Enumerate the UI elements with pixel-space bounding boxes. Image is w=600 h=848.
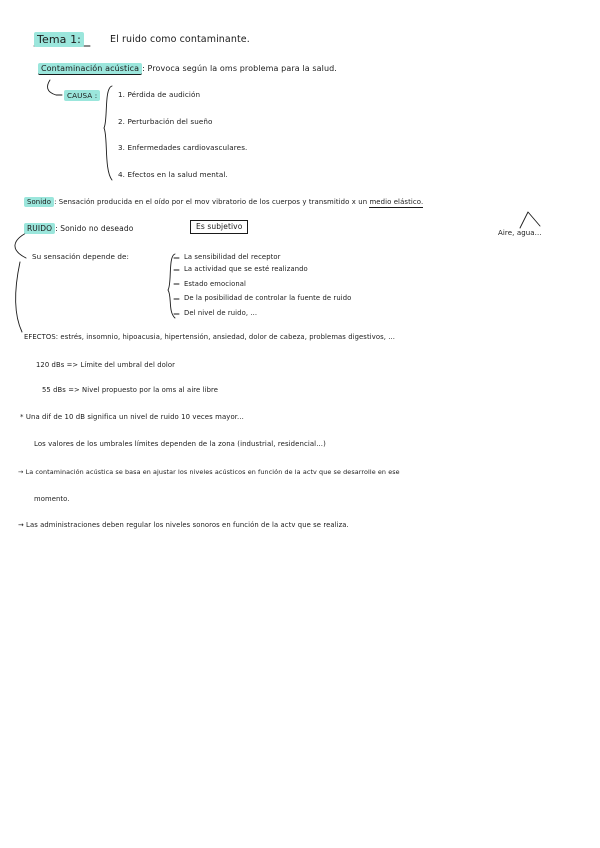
ruido-boxed <box>190 223 248 231</box>
tema-text: Tema 1: <box>34 32 84 47</box>
sensacion-brace <box>168 254 175 318</box>
ruido-text: : Sonido no deseado <box>55 224 134 233</box>
contaminacion-label: Contaminación acústica <box>38 63 142 75</box>
sensacion-item-2: La actividad que se esté realizando <box>184 265 308 273</box>
sonido-line <box>24 199 423 206</box>
sensacion-item-1: La sensibilidad del receptor <box>184 253 281 261</box>
causa-item-2: 2. Perturbación del sueño <box>118 117 213 126</box>
tema-label <box>34 34 84 45</box>
sonido-label: Sonido <box>24 197 54 207</box>
contaminacion-line <box>38 65 337 73</box>
db-line-120: 120 dBs => Límite del umbral del dolor <box>36 361 176 369</box>
sensacion-item-4: De la posibilidad de controlar la fuente de ruido <box>184 294 352 302</box>
ruido-loop <box>15 232 28 258</box>
contaminacion-text: : Provoca según la oms problema para la salud. <box>142 64 337 73</box>
db-line-55: 55 dBs => Nivel propuesto por la oms al aire libre <box>42 386 219 394</box>
sensacion-item-3: Estado emocional <box>184 280 247 288</box>
medio-elastico: medio elástico. <box>369 198 424 206</box>
causa-item-1: 1. Pérdida de audición <box>118 90 201 99</box>
causa-hook <box>48 80 62 95</box>
medio-pointer <box>520 212 540 228</box>
note-momento: momento. <box>34 495 70 503</box>
note-administraciones: → Las administraciones deben regular los niveles sonoros en función de la actv que se realiza. <box>18 521 349 529</box>
ruido-line <box>24 225 133 233</box>
note-dif: * Una dif de 10 dB significa un nivel de ruido 10 veces mayor... <box>20 413 244 421</box>
ruido-label: RUIDO <box>24 223 55 234</box>
causa-brace <box>104 86 112 180</box>
ruido-boxed-text: Es subjetivo <box>190 220 248 234</box>
sensacion-lead: Su sensación depende de: <box>32 252 130 261</box>
note-umbrales: Los valores de los umbrales límites dependen de la zona (industrial, residencial...) <box>34 440 326 448</box>
causa-item-3: 3. Enfermedades cardiovasculares. <box>118 143 248 152</box>
efectos-line: EFECTOS: estrés, insomnio, hipoacusia, hipertensión, ansiedad, dolor de cabeza, problemas digestivos, ... <box>24 333 396 341</box>
causa-label <box>64 92 100 99</box>
sonido-text: : Sensación producida en el oído por el mov vibratorio de los cuerpos y transmitido x un <box>54 198 368 206</box>
page-title: El ruido como contaminante. <box>110 34 250 45</box>
note-contaminacion: → La contaminación acústica se basa en ajustar los niveles acústicos en función de la actv que se desarrolle en ese <box>18 468 400 476</box>
causa-label-text: CAUSA : <box>64 90 100 101</box>
efectos-line <box>16 262 22 332</box>
sensacion-item-5: Del nivel de ruido, ... <box>184 309 258 317</box>
medio-note: Aire, agua... <box>498 229 542 237</box>
causa-item-4: 4. Efectos en la salud mental. <box>118 170 228 179</box>
